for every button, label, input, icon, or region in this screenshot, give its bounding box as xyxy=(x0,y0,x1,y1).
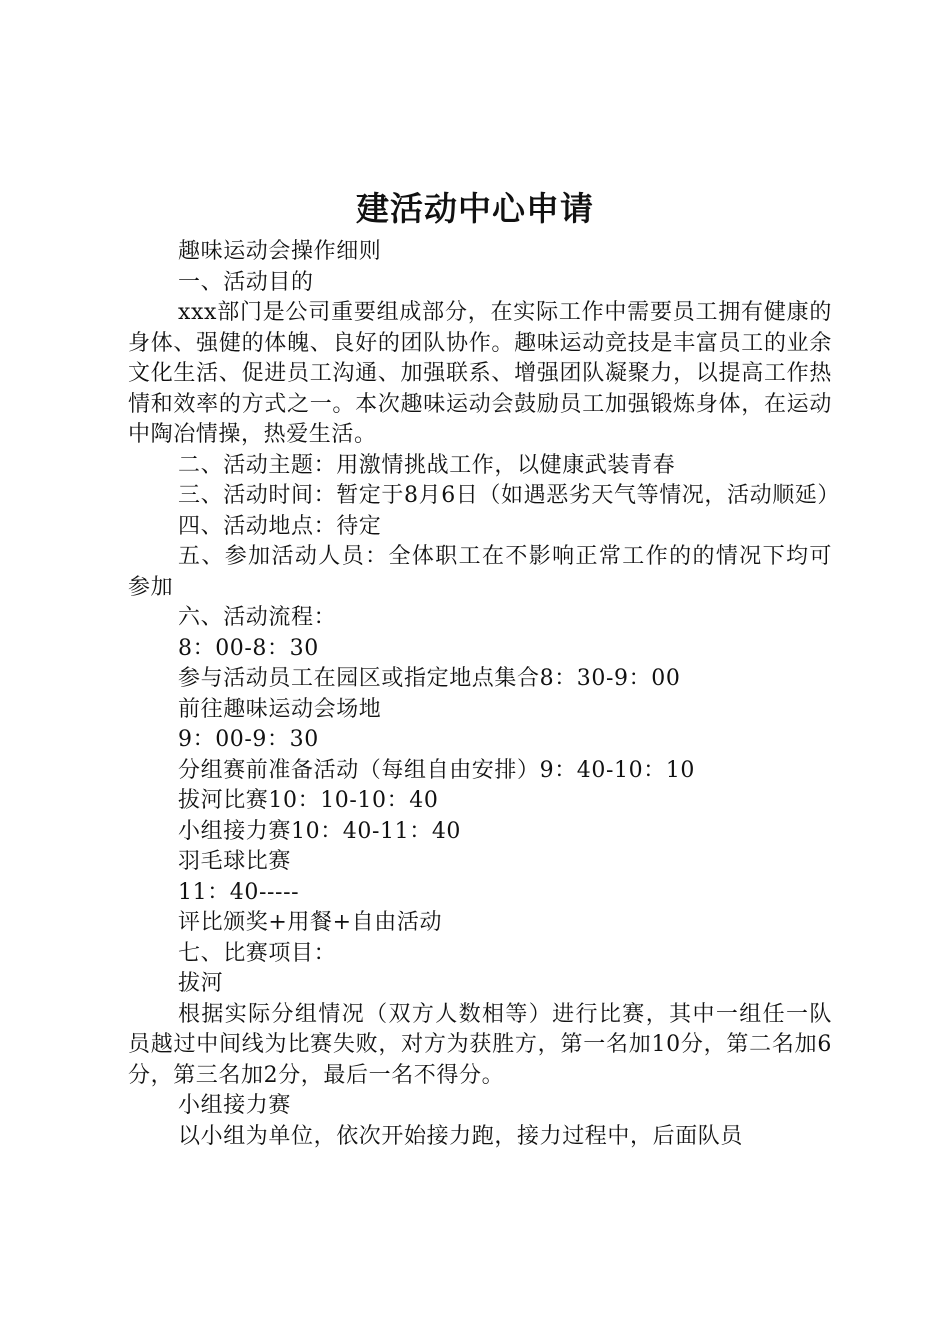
paragraph-schedule-line: 前往趣味运动会场地 xyxy=(178,696,382,722)
paragraph-location: 四、活动地点：待定 xyxy=(178,513,382,539)
paragraph-event-rules: 根据实际分组情况（双方人数相等）进行比赛，其中一组任一队员越过中间线为比赛失败，对方为获胜方，第一名加10分，第二名加6分，第三名加2分，最后一名不得分。 xyxy=(128,1001,832,1088)
paragraph-schedule-line: 羽毛球比赛 xyxy=(178,849,292,874)
paragraph-schedule-line: 分组赛前准备活动（每组自由安排）9：40-10：10 xyxy=(178,757,696,783)
paragraph-schedule-line: 小组接力赛10：40-11：40 xyxy=(178,818,462,844)
paragraph-section-process: 六、活动流程： xyxy=(178,605,337,630)
paragraph-event-name: 拔河 xyxy=(178,971,224,996)
paragraph-schedule-line: 11：40----- xyxy=(178,879,300,905)
paragraph-rules-heading: 趣味运动会操作细则 xyxy=(178,239,382,264)
paragraph-schedule-line: 评比颁奖+用餐+自由活动 xyxy=(178,910,443,935)
paragraph-section-purpose: 一、活动目的 xyxy=(178,269,314,295)
paragraph-event-name: 小组接力赛 xyxy=(178,1093,292,1118)
paragraph-purpose-text: xxx部门是公司重要组成部分，在实际工作中需要员工拥有健康的身体、强健的体魄、良好的团队协作。趣味运动竞技是丰富员工的业余文化生活、促进员工沟通、加强联系、增强团队凝聚力，以提高工作热情和效率的方式之一。本次趣味运动会鼓励员工加强锻炼身体，在运动中陶冶情操，热爱生活。 xyxy=(128,300,832,447)
paragraph-time: 三、活动时间：暂定于8月6日（如遇恶劣天气等情况，活动顺延） xyxy=(178,483,840,508)
document-body xyxy=(128,237,840,1152)
paragraph-event-rules: 以小组为单位，依次开始接力跑，接力过程中，后面队员 xyxy=(178,1123,744,1149)
paragraph-schedule-line: 9：00-9：30 xyxy=(178,727,319,752)
paragraph-schedule-line: 参与活动员工在园区或指定地点集合8：30-9：00 xyxy=(178,666,681,691)
paragraph-schedule-line: 拔河比赛10：10-10：40 xyxy=(178,788,439,813)
paragraph-participants: 五、参加活动人员：全体职工在不影响正常工作的的情况下均可参加 xyxy=(128,544,832,600)
paragraph-theme: 二、活动主题：用激情挑战工作，以健康武装青春 xyxy=(178,452,676,478)
paragraph-schedule-line: 8：00-8：30 xyxy=(178,635,319,661)
paragraph-section-events: 七、比赛项目： xyxy=(178,940,337,966)
document-title: 建活动中心申请 xyxy=(356,189,594,228)
